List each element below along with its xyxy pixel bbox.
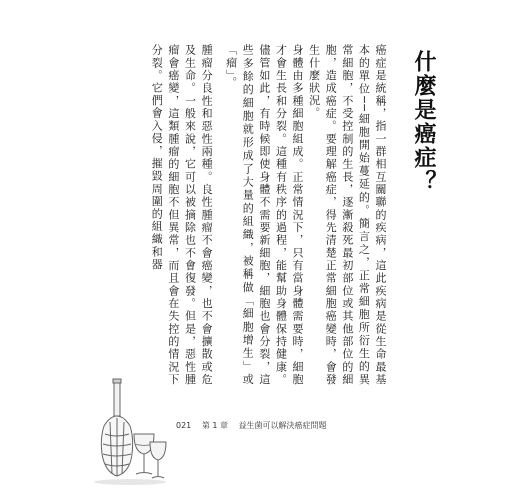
paragraph: 癌症是統稱，指一群相互關聯的疾病，這此疾病是從生命最基本的單位──細胞開始蔓延的。簡言之，正常細胞所衍生的異常細胞，不受控制的生長，逐漸殺死最初部位或其他部位的細胞，造成癌症。要理解癌症，得先清楚正常細胞癌變時，會發生什麼狀況。 — [307, 44, 387, 386]
paragraph: 腫瘤分良性和惡性兩種。良性腫瘤不會癌變，也不會擴散或危及生命。一般來說，它可以被摘除也不會復發。但是，惡性腫瘤會癌變，這類腫瘤的細胞不但異常，而且會在失控的情況下分裂。它們會入侵，摧毀周圍的組織和器 — [150, 44, 214, 386]
wine-bottle-illustration — [90, 376, 170, 486]
paragraph: 身體由多種細胞組成。正常情況下，只有當身體需要時，細胞才會生長和分裂。這種有秩序的過程，能幫助身體保持健康。儘管如此，有時候即使身體不需要新細胞，細胞也會分裂，這些多餘的細胞就形成了大量的組織，被稱做「細胞增生」或「瘤」。 — [224, 44, 305, 386]
page-footer — [176, 420, 335, 431]
chapter-title: 益生菌可以解決癌症問題 — [238, 421, 327, 430]
page-number: 021 — [176, 421, 192, 430]
chapter-label: 第 1 章 — [201, 421, 229, 430]
body-text — [150, 44, 388, 386]
page-title: 什麼是癌症？ — [411, 50, 436, 194]
